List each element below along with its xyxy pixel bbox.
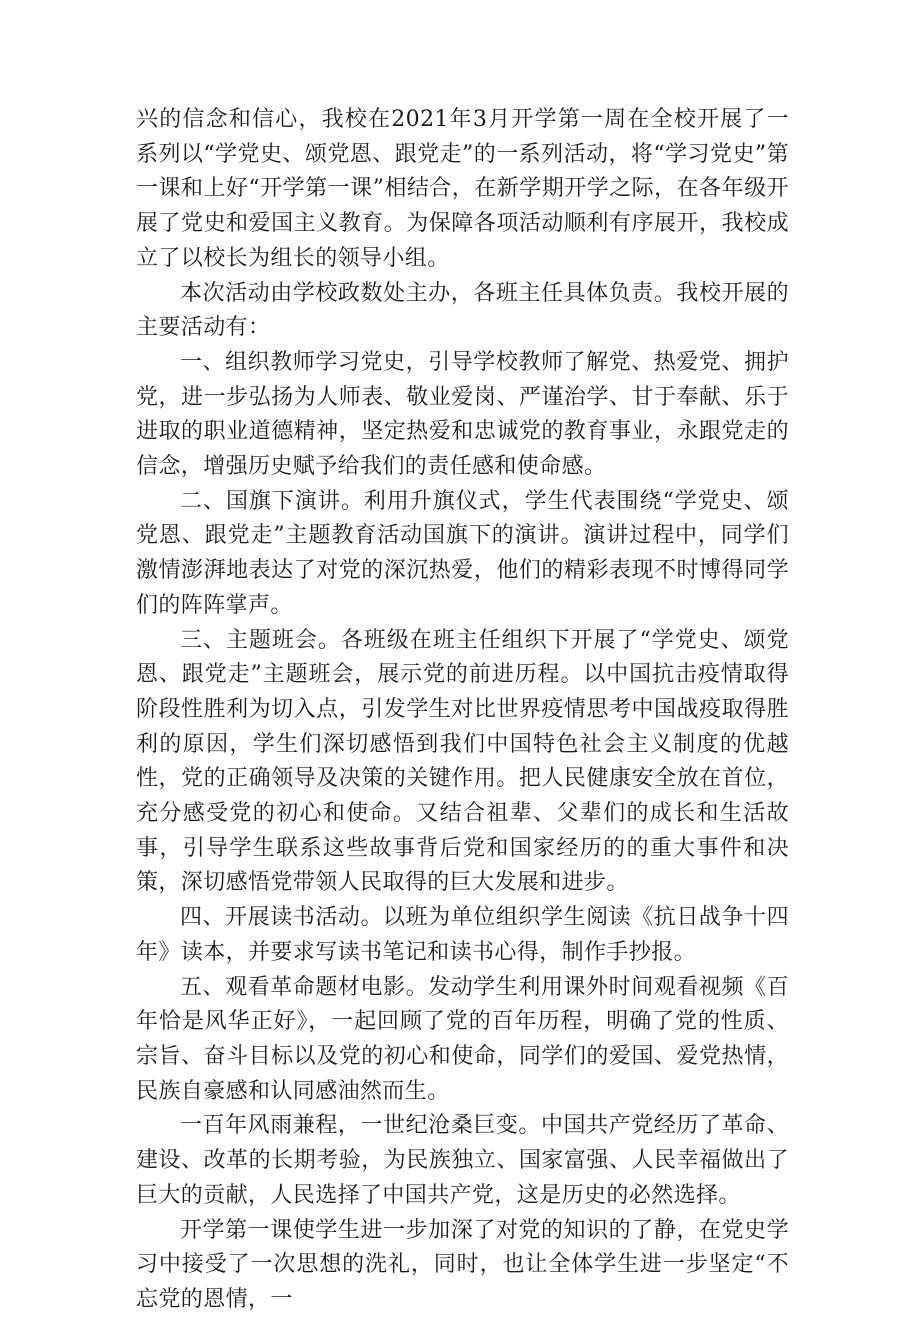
paragraph-item-four: 四、开展读书活动。以班为单位组织学生阅读《抗日战争十四年》读本，并要求写读书笔记和读书心得，制作手抄报。 [136,905,789,965]
document-body [136,103,789,1318]
paragraph-summary: 一百年风雨兼程，一世纪沧桑巨变。中国共产党经历了革命、建设、改革的长期考验，为民族独立、国家富强、人民幸福做出了巨大的贡献，人民选择了中国共产党，这是历史的必然选择。 [136,1113,789,1208]
paragraph-item-five: 五、观看革命题材电影。发动学生利用课外时间观看视频《百年恰是风华正好》，一起回顾了党的百年历程，明确了党的性质、宗旨、奋斗目标以及党的初心和使命，同学们的爱国、爱党热情，民族自豪感和认同感油然而生。 [136,974,789,1104]
paragraph-item-two: 二、国旗下演讲。利用升旗仪式，学生代表围绕“学党史、颂党恩、跟党走”主题教育活动国旗下的演讲。演讲过程中，同学们激情澎湃地表达了对党的深沉热爱，他们的精彩表现不时博得同学们的阵阵掌声。 [136,488,789,618]
paragraph-activity-intro: 本次活动由学校政数处主办，各班主任具体负责。我校开展的主要活动有： [136,280,789,341]
paragraph-item-three: 三、主题班会。各班级在班主任组织下开展了“学党史、颂党恩、跟党走”主题班会，展示党的前进历程。以中国抗击疫情取得阶段性胜利为切入点，引发学生对比世界疫情思考中国战疫取得胜利的原因，学生们深切感悟到我们中国特色社会主义制度的优越性，党的正确领导及决策的关键作用。把人民健康安全放在首位，充分感受党的初心和使命。又结合祖辈、父辈们的成长和生活故事，引导学生联系这些故事背后党和国家经历的的重大事件和决策，深切感悟党带领人民取得的巨大发展和进步。 [136,627,789,896]
paragraph-continuation: 兴的信念和信心，我校在2021年3月开学第一周在全校开展了一系列以“学党史、颂党恩、跟党走”的一系列活动，将“学习党史”第一课和上好“开学第一课”相结合，在新学期开学之际，在各年级开展了党史和爱国主义教育。为保障各项活动顺利有序展开，我校成立了以校长为组长的领导小组。 [136,107,789,271]
paragraph-conclusion: 开学第一课使学生进一步加深了对党的知识的了静，在党史学习中接受了一次思想的洗礼，同时，也让全体学生进一步坚定“不忘党的恩情，一 [136,1217,789,1312]
paragraph-item-one: 一、组织教师学习党史，引导学校教师了解党、热爱党、拥护党，进一步弘扬为人师表、敬业爱岗、严谨治学、甘于奉献、乐于进取的职业道德精神，坚定热爱和忠诚党的教育事业，永跟党走的信念，增强历史赋予给我们的责任感和使命感。 [136,349,789,480]
